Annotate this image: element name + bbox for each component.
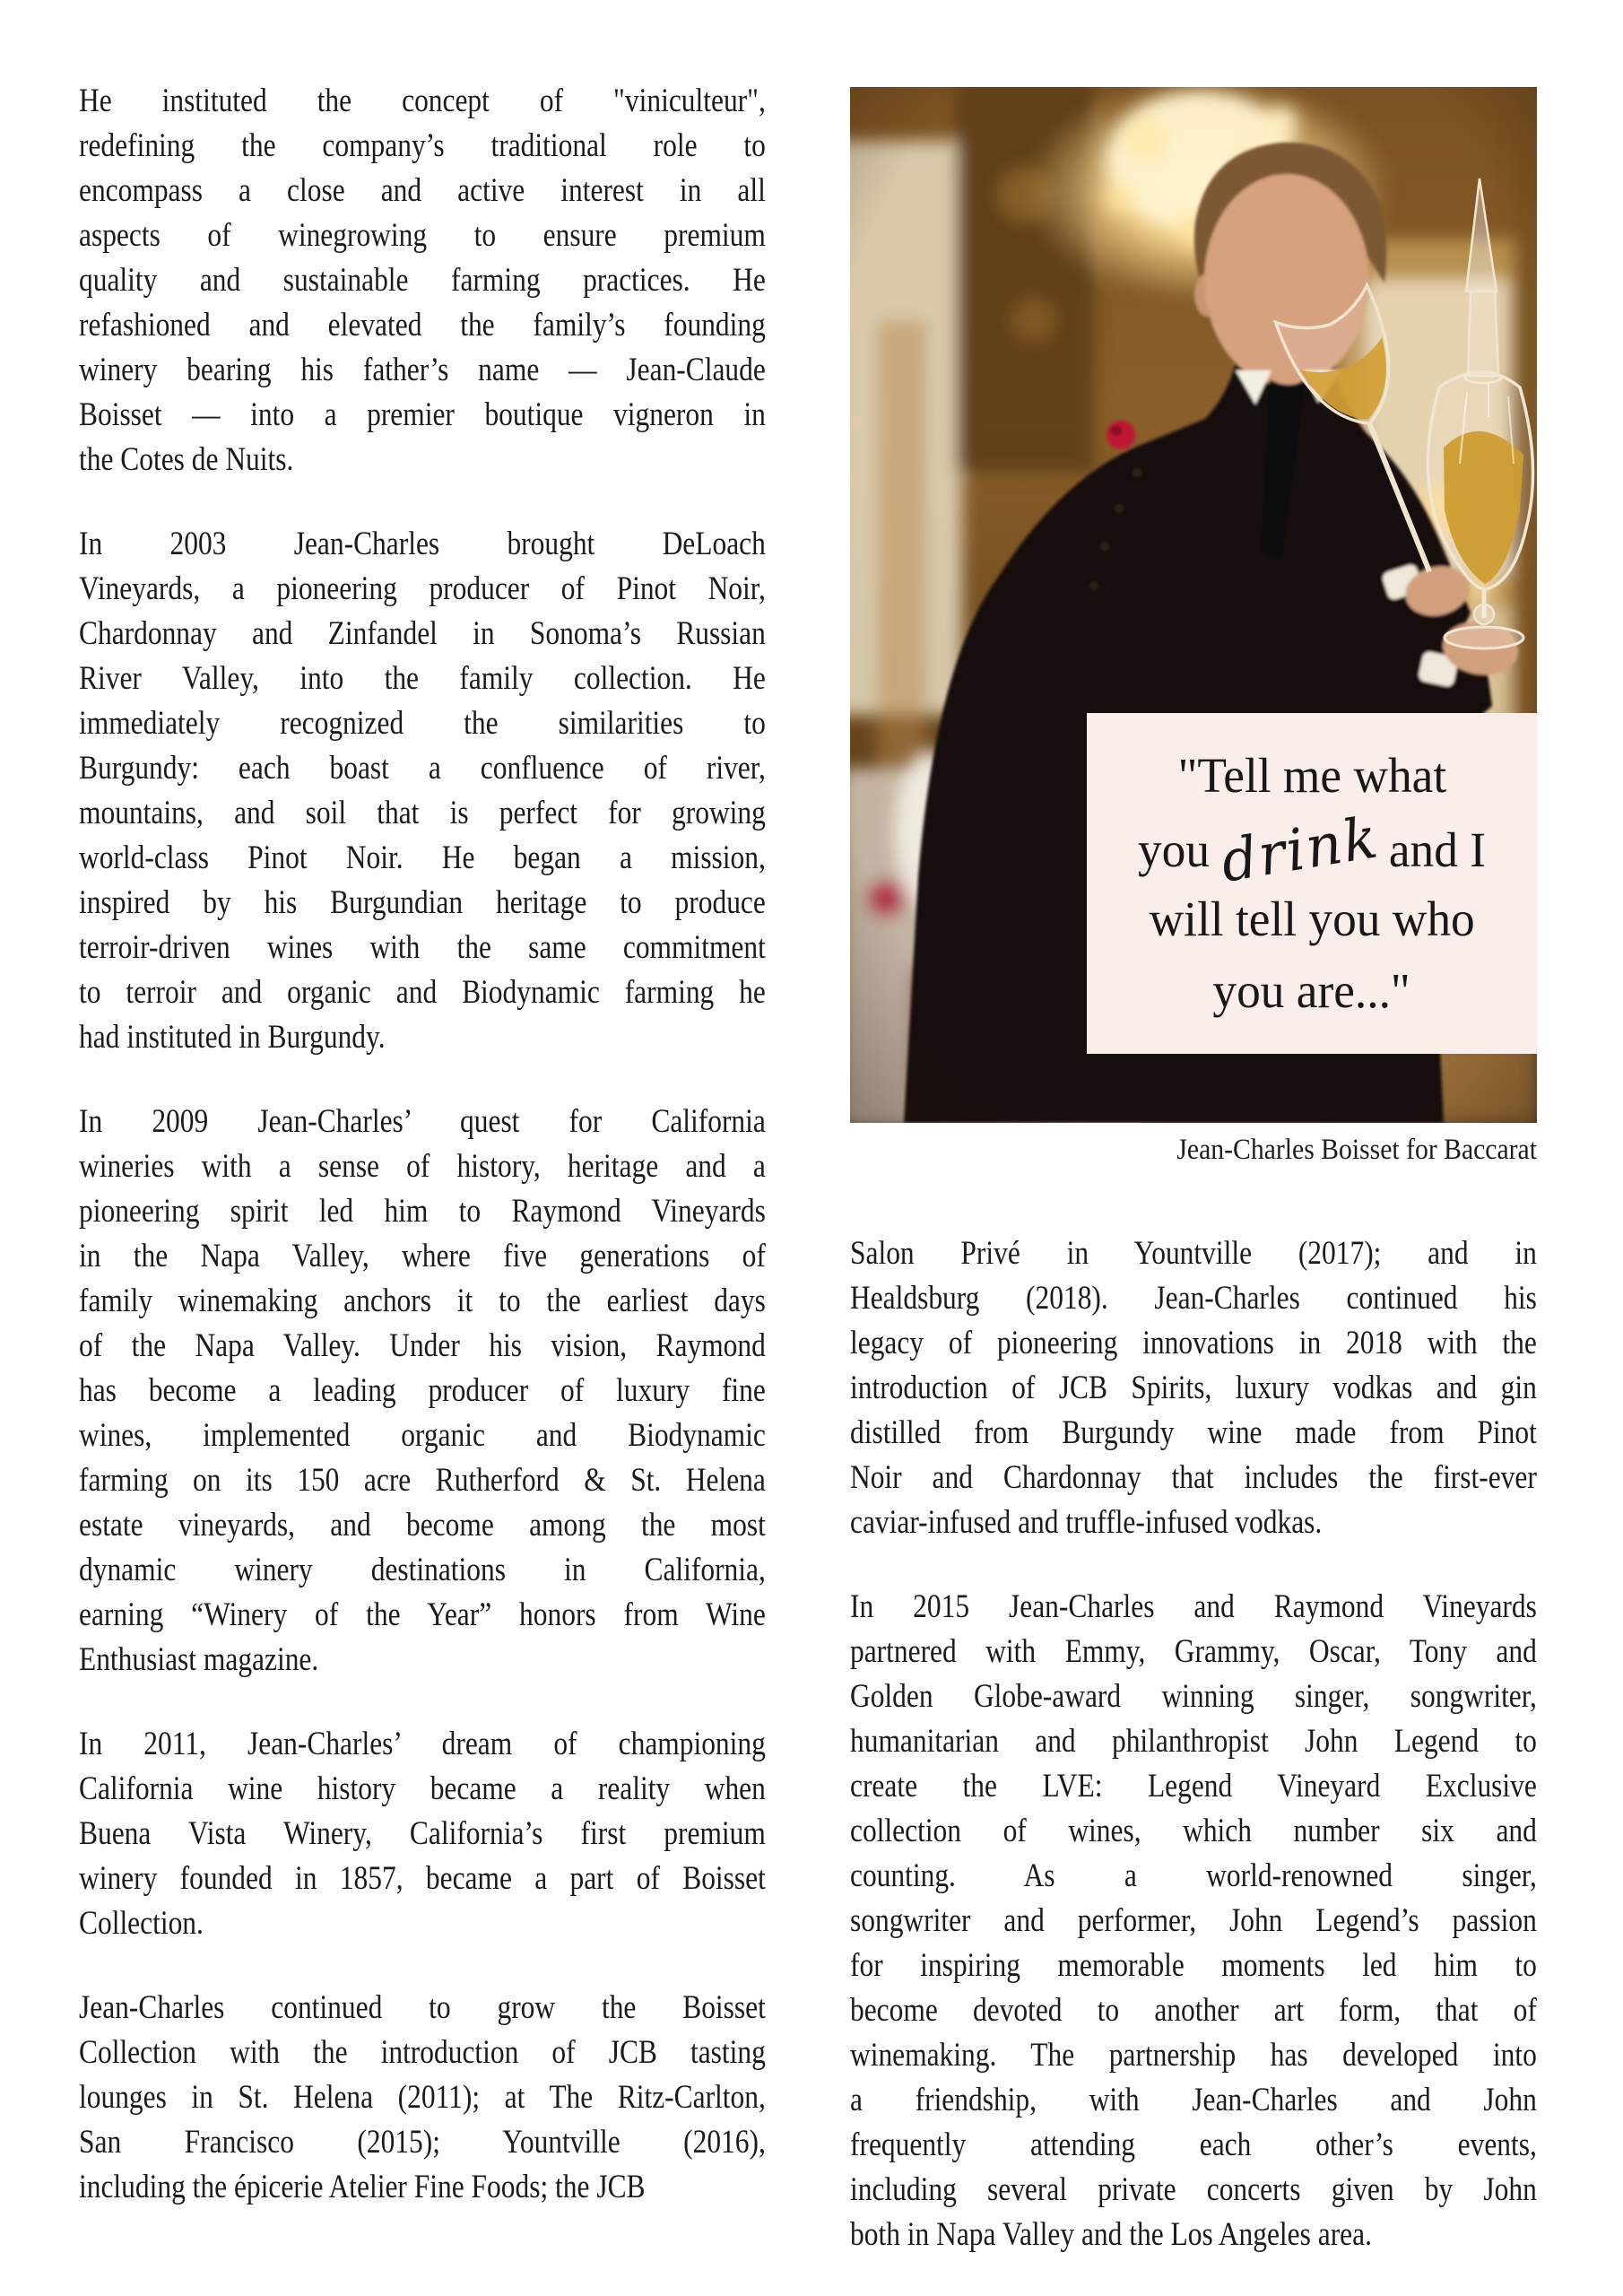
text-line: of the Napa Valley. Under his vision, Raymond xyxy=(79,1327,766,1364)
text-line: Noir and Chardonnay that includes the first-ever xyxy=(850,1459,1537,1496)
text-line: family winemaking anchors it to the earliest days xyxy=(79,1283,766,1319)
text-line: for inspiring memorable moments led him to xyxy=(850,1947,1537,1984)
text-line: In 2009 Jean-Charles’ quest for California xyxy=(79,1103,766,1140)
text-line: Vineyards, a pioneering producer of Pinot Noir, xyxy=(79,570,766,607)
quote-line-4: you are..." xyxy=(1212,963,1411,1018)
text-line: Jean-Charles continued to grow the Boisset xyxy=(79,1989,766,2026)
text-line: Collection. xyxy=(79,1905,204,1942)
boisset-photo xyxy=(850,87,1537,1123)
text-line: In 2015 Jean-Charles and Raymond Vineyards xyxy=(850,1588,1537,1625)
text-line: legacy of pioneering innovations in 2018 with the xyxy=(850,1325,1537,1361)
text-line: a friendship, with Jean-Charles and John xyxy=(850,2082,1537,2118)
text-line: Burgundy: each boast a confluence of river, xyxy=(79,750,766,787)
text-line: San Francisco (2015); Yountville (2016), xyxy=(79,2124,766,2161)
text-line: humanitarian and philanthropist John Legend to xyxy=(850,1723,1537,1760)
text-line: both in Napa Valley and the Los Angeles area. xyxy=(850,2216,1372,2253)
text-line: Golden Globe-award winning singer, songwriter, xyxy=(850,1678,1537,1715)
paragraph xyxy=(79,1986,766,2210)
quote-line-2-before: you xyxy=(1137,822,1211,877)
text-line: had instituted in Burgundy. xyxy=(79,1019,386,1056)
text-line: pioneering spirit led him to Raymond Vineyards xyxy=(79,1193,766,1230)
text-line: Collection with the introduction of JCB tasting xyxy=(79,2034,766,2071)
right-column xyxy=(850,1231,1537,2257)
text-line: become devoted to another art form, that of xyxy=(850,1992,1537,2029)
text-line: introduction of JCB Spirits, luxury vodkas and gin xyxy=(850,1370,1537,1406)
text-line: encompass a close and active interest in all xyxy=(79,172,766,209)
text-line: In 2011, Jean-Charles’ dream of championing xyxy=(79,1726,766,1762)
quote-line-2-after: and I xyxy=(1388,822,1486,877)
text-line: Healdsburg (2018). Jean-Charles continued his xyxy=(850,1280,1537,1317)
text-line: has become a leading producer of luxury fine xyxy=(79,1372,766,1409)
text-line: partnered with Emmy, Grammy, Oscar, Tony and xyxy=(850,1633,1537,1670)
text-line: caviar-infused and truffle-infused vodkas. xyxy=(850,1504,1323,1541)
paragraph xyxy=(79,1100,766,1683)
text-line: Chardonnay and Zinfandel in Sonoma’s Russian xyxy=(79,615,766,652)
text-line: immediately recognized the similarities to xyxy=(79,705,766,742)
paragraph xyxy=(79,1722,766,1946)
quote-overlay xyxy=(1087,713,1537,1054)
text-line: refashioned and elevated the family’s founding xyxy=(79,307,766,344)
text-line: winery founded in 1857, became a part of Boisset xyxy=(79,1860,766,1897)
text-line: create the LVE: Legend Vineyard Exclusive xyxy=(850,1768,1537,1805)
text-line: winery bearing his father’s name — Jean-Claude xyxy=(79,352,766,388)
left-column xyxy=(79,79,766,2210)
text-line: including several private concerts given by John xyxy=(850,2171,1537,2208)
quote-line-1: "Tell me what xyxy=(1177,748,1446,803)
quote-script-word: drink xyxy=(1216,804,1384,896)
text-line: Boisset — into a premier boutique vigneron in xyxy=(79,396,766,433)
text-line: aspects of winegrowing to ensure premium xyxy=(79,217,766,254)
text-line: California wine history became a reality when xyxy=(79,1770,766,1807)
text-line: including the épicerie Atelier Fine Foods; the JCB xyxy=(79,2169,646,2205)
text-line: wineries with a sense of history, heritage and a xyxy=(79,1148,766,1185)
text-line: wines, implemented organic and Biodynamic xyxy=(79,1417,766,1454)
text-line: in the Napa Valley, where five generations of xyxy=(79,1238,766,1274)
text-line: River Valley, into the family collection. He xyxy=(79,660,766,697)
text-line: distilled from Burgundy wine made from Pinot xyxy=(850,1414,1537,1451)
photo-figure xyxy=(850,87,1537,1168)
text-line: Salon Privé in Yountville (2017); and in xyxy=(850,1235,1537,1272)
text-line: redefining the company’s traditional role to xyxy=(79,127,766,164)
text-line: lounges in St. Helena (2011); at The Ritz-Carlton, xyxy=(79,2079,766,2116)
text-line: estate vineyards, and become among the most xyxy=(79,1507,766,1544)
paragraph xyxy=(79,522,766,1060)
paragraph xyxy=(79,79,766,483)
text-line: mountains, and soil that is perfect for growing xyxy=(79,795,766,831)
text-line: frequently attending each other’s events, xyxy=(850,2126,1537,2163)
quote-line-2 xyxy=(1137,804,1486,896)
paragraph xyxy=(850,1585,1537,2257)
text-line: the Cotes de Nuits. xyxy=(79,441,294,478)
text-line: world-class Pinot Noir. He began a mission, xyxy=(79,839,766,876)
quote-line-3: will tell you who xyxy=(1149,891,1475,946)
text-line: quality and sustainable farming practices. He xyxy=(79,262,766,299)
text-line: songwriter and performer, John Legend’s passion xyxy=(850,1902,1537,1939)
text-line: farming on its 150 acre Rutherford & St. Helena xyxy=(79,1462,766,1499)
text-line: counting. As a world-renowned singer, xyxy=(850,1857,1537,1894)
text-line: dynamic winery destinations in California, xyxy=(79,1552,766,1588)
text-line: winemaking. The partnership has developed into xyxy=(850,2037,1537,2074)
text-line: Enthusiast magazine. xyxy=(79,1641,319,1678)
photo-caption: Jean-Charles Boisset for Baccarat xyxy=(1176,1134,1537,1166)
text-line: He instituted the concept of "viniculteur", xyxy=(79,83,766,119)
text-line: Buena Vista Winery, California’s first premium xyxy=(79,1815,766,1852)
text-line: terroir-driven wines with the same commitment xyxy=(79,929,766,966)
text-line: earning “Winery of the Year” honors from Wine xyxy=(79,1596,766,1633)
text-line: In 2003 Jean-Charles brought DeLoach xyxy=(79,526,766,562)
text-line: inspired by his Burgundian heritage to produce xyxy=(79,884,766,921)
paragraph xyxy=(850,1231,1537,1545)
text-line: collection of wines, which number six and xyxy=(850,1813,1537,1849)
text-line: to terroir and organic and Biodynamic farming he xyxy=(79,974,766,1011)
